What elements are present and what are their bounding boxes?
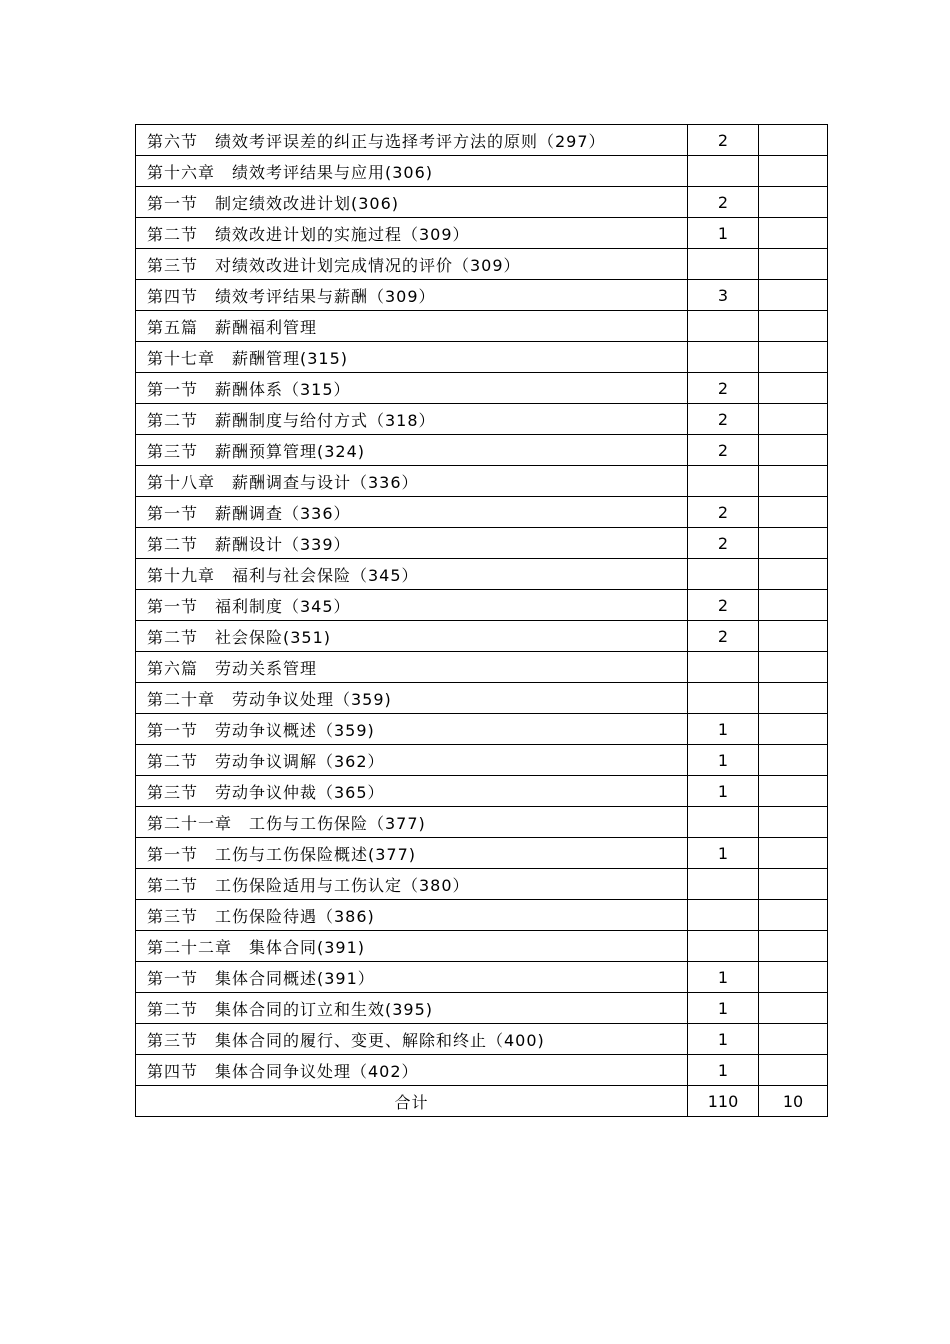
row-hours-a <box>688 559 759 590</box>
row-hours-a: 1 <box>688 993 759 1024</box>
row-hours-b <box>759 776 828 807</box>
table-row <box>136 714 828 745</box>
row-hours-a: 2 <box>688 373 759 404</box>
row-title: 第二节 绩效改进计划的实施过程（309） <box>136 218 688 249</box>
row-title: 第三节 集体合同的履行、变更、解除和终止（400) <box>136 1024 688 1055</box>
row-hours-b <box>759 342 828 373</box>
table-row <box>136 435 828 466</box>
row-hours-a <box>688 869 759 900</box>
row-hours-b <box>759 900 828 931</box>
row-hours-a: 2 <box>688 590 759 621</box>
row-hours-a: 1 <box>688 714 759 745</box>
table-row <box>136 683 828 714</box>
row-title: 第六节 绩效考评误差的纠正与选择考评方法的原则（297） <box>136 125 688 156</box>
row-title: 第二节 集体合同的订立和生效(395) <box>136 993 688 1024</box>
row-hours-a <box>688 652 759 683</box>
table-row <box>136 311 828 342</box>
row-hours-b <box>759 838 828 869</box>
table-row <box>136 776 828 807</box>
row-hours-a <box>688 311 759 342</box>
row-hours-b <box>759 404 828 435</box>
row-hours-a <box>688 931 759 962</box>
table-row <box>136 528 828 559</box>
row-title: 第六篇 劳动关系管理 <box>136 652 688 683</box>
table-row <box>136 125 828 156</box>
course-hours-table <box>135 124 828 1117</box>
row-hours-b <box>759 311 828 342</box>
row-title: 第四节 绩效考评结果与薪酬（309） <box>136 280 688 311</box>
row-hours-b <box>759 962 828 993</box>
row-hours-b <box>759 466 828 497</box>
table-row <box>136 900 828 931</box>
row-hours-a: 2 <box>688 528 759 559</box>
total-hours-b: 10 <box>759 1086 828 1117</box>
row-title: 第三节 工伤保险待遇（386) <box>136 900 688 931</box>
row-hours-b <box>759 497 828 528</box>
table-row <box>136 838 828 869</box>
row-hours-b <box>759 156 828 187</box>
row-hours-a: 1 <box>688 962 759 993</box>
row-title: 第二节 劳动争议调解（362） <box>136 745 688 776</box>
row-title: 第十九章 福利与社会保险（345） <box>136 559 688 590</box>
row-hours-a <box>688 900 759 931</box>
row-hours-b <box>759 528 828 559</box>
table-row <box>136 497 828 528</box>
row-title: 第二节 薪酬设计（339） <box>136 528 688 559</box>
row-hours-b <box>759 187 828 218</box>
row-hours-b <box>759 435 828 466</box>
row-hours-b <box>759 373 828 404</box>
row-hours-b <box>759 931 828 962</box>
table-row <box>136 156 828 187</box>
table-body <box>136 125 828 1086</box>
row-title: 第三节 劳动争议仲裁（365） <box>136 776 688 807</box>
row-hours-a: 1 <box>688 776 759 807</box>
table-row <box>136 993 828 1024</box>
row-title: 第二十一章 工伤与工伤保险（377) <box>136 807 688 838</box>
row-hours-a: 2 <box>688 404 759 435</box>
row-hours-b <box>759 125 828 156</box>
row-hours-b <box>759 652 828 683</box>
row-title: 第一节 劳动争议概述（359) <box>136 714 688 745</box>
row-title: 第二十章 劳动争议处理（359) <box>136 683 688 714</box>
row-hours-b <box>759 869 828 900</box>
row-hours-a: 1 <box>688 745 759 776</box>
table-row <box>136 962 828 993</box>
row-hours-b <box>759 621 828 652</box>
row-title: 第一节 薪酬体系（315） <box>136 373 688 404</box>
total-row <box>136 1086 828 1117</box>
row-title: 第二十二章 集体合同(391) <box>136 931 688 962</box>
table-row <box>136 1024 828 1055</box>
row-hours-a: 2 <box>688 497 759 528</box>
row-hours-b <box>759 683 828 714</box>
table-row <box>136 342 828 373</box>
row-hours-b <box>759 714 828 745</box>
table-row <box>136 187 828 218</box>
row-title: 第一节 工伤与工伤保险概述(377) <box>136 838 688 869</box>
row-title: 第四节 集体合同争议处理（402） <box>136 1055 688 1086</box>
row-title: 第一节 制定绩效改进计划(306) <box>136 187 688 218</box>
row-hours-b <box>759 745 828 776</box>
row-hours-a <box>688 466 759 497</box>
row-hours-a <box>688 342 759 373</box>
row-hours-b <box>759 1024 828 1055</box>
table-row <box>136 249 828 280</box>
row-hours-b <box>759 993 828 1024</box>
row-title: 第三节 薪酬预算管理(324) <box>136 435 688 466</box>
row-title: 第十七章 薪酬管理(315) <box>136 342 688 373</box>
row-hours-b <box>759 249 828 280</box>
table-row <box>136 931 828 962</box>
table-row <box>136 652 828 683</box>
row-hours-a: 2 <box>688 621 759 652</box>
row-hours-b <box>759 559 828 590</box>
row-hours-a <box>688 807 759 838</box>
row-title: 第二节 社会保险(351) <box>136 621 688 652</box>
row-hours-a: 2 <box>688 125 759 156</box>
row-hours-a: 1 <box>688 1024 759 1055</box>
row-hours-b <box>759 218 828 249</box>
row-hours-b <box>759 807 828 838</box>
row-hours-a: 1 <box>688 838 759 869</box>
table-row <box>136 590 828 621</box>
total-label: 合计 <box>136 1086 688 1117</box>
row-title: 第二节 工伤保险适用与工伤认定（380） <box>136 869 688 900</box>
row-hours-b <box>759 1055 828 1086</box>
total-hours-a: 110 <box>688 1086 759 1117</box>
table-row <box>136 621 828 652</box>
row-hours-b <box>759 280 828 311</box>
table-row <box>136 869 828 900</box>
table-row <box>136 466 828 497</box>
row-hours-a <box>688 249 759 280</box>
table-row <box>136 807 828 838</box>
row-title: 第一节 集体合同概述(391） <box>136 962 688 993</box>
table-row <box>136 559 828 590</box>
row-title: 第五篇 薪酬福利管理 <box>136 311 688 342</box>
table-row <box>136 218 828 249</box>
row-title: 第十六章 绩效考评结果与应用(306) <box>136 156 688 187</box>
table-row <box>136 1055 828 1086</box>
row-hours-a <box>688 683 759 714</box>
row-hours-a: 1 <box>688 1055 759 1086</box>
row-title: 第二节 薪酬制度与给付方式（318） <box>136 404 688 435</box>
row-title: 第三节 对绩效改进计划完成情况的评价（309） <box>136 249 688 280</box>
table-row <box>136 745 828 776</box>
row-hours-a: 3 <box>688 280 759 311</box>
row-hours-a: 1 <box>688 218 759 249</box>
table-row <box>136 280 828 311</box>
table-row <box>136 373 828 404</box>
row-title: 第十八章 薪酬调查与设计（336） <box>136 466 688 497</box>
row-hours-a <box>688 156 759 187</box>
row-hours-a: 2 <box>688 435 759 466</box>
row-title: 第一节 薪酬调查（336） <box>136 497 688 528</box>
row-hours-a: 2 <box>688 187 759 218</box>
table-row <box>136 404 828 435</box>
row-hours-b <box>759 590 828 621</box>
row-title: 第一节 福利制度（345） <box>136 590 688 621</box>
